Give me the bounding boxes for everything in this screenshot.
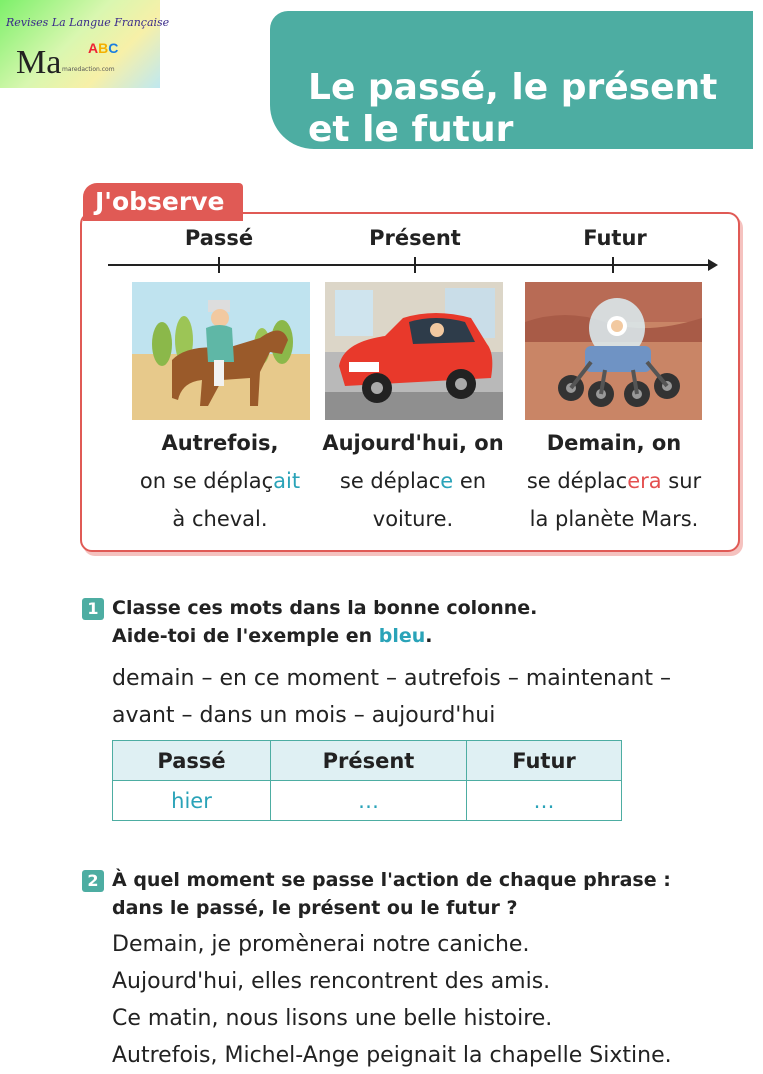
mars-rover-picture [525,282,702,420]
word-list: demain – en ce moment – autrefois – maintenant – avant – dans un mois – aujourd'hui [112,666,671,728]
table-cell[interactable]: … [467,781,622,821]
page-title: Le passé, le présent et le futur [308,67,718,150]
sentence-list [112,926,672,1074]
site-logo [0,0,170,88]
ending-highlight: e [440,469,454,493]
logo-abc: ABC [88,40,119,56]
table-header: Passé [113,741,271,781]
exercise-number-badge: 1 [82,598,104,620]
table-header: Futur [467,741,622,781]
logo-site: maredaction.com [62,66,115,73]
timeline-tick [414,257,416,273]
list-item: Autrefois, Michel-Ange peignait la chapelle Sixtine. [112,1043,672,1068]
caption-futur: Demain, on se déplacera sur la planète Mars. [526,431,702,531]
table-cell: hier [113,781,271,821]
observe-tab: J'observe [83,183,243,221]
red-car-picture [325,282,503,420]
horse-rider-picture [132,282,310,420]
caption-present: Aujourd'hui, on se déplace en voiture. [322,431,504,531]
timeline-tick [218,257,220,273]
ending-highlight: ait [273,469,301,493]
timeline-label-present: Présent [369,226,461,250]
timeline-label-futur: Futur [583,226,647,250]
classification-table [112,740,622,821]
table-cell[interactable]: … [271,781,467,821]
table-header: Présent [271,741,467,781]
timeline-tick [612,257,614,273]
list-item: Demain, je promènerai notre caniche. [112,932,530,957]
exercise-1-instructions: 1 Classe ces mots dans la bonne colonne. Aide-toi de l'exemple en bleu. [82,594,537,650]
exercise-2-instructions: 2 À quel moment se passe l'action de chaque phrase : dans le passé, le présent ou le futur ? [82,866,671,922]
caption-passe: Autrefois, on se déplaçait à cheval. [139,431,301,531]
logo-mark: Ma [16,44,62,81]
ending-highlight: era [627,469,662,493]
title-banner [270,11,753,149]
timeline-label-passe: Passé [184,226,254,250]
arrow-icon [708,259,718,271]
exercise-number-badge: 2 [82,870,104,892]
timeline-axis [108,264,708,266]
list-item: Aujourd'hui, elles rencontrent des amis. [112,969,551,994]
list-item: Ce matin, nous lisons une belle histoire. [112,1006,553,1031]
logo-tagline: Revises La Langue Française [6,16,170,29]
